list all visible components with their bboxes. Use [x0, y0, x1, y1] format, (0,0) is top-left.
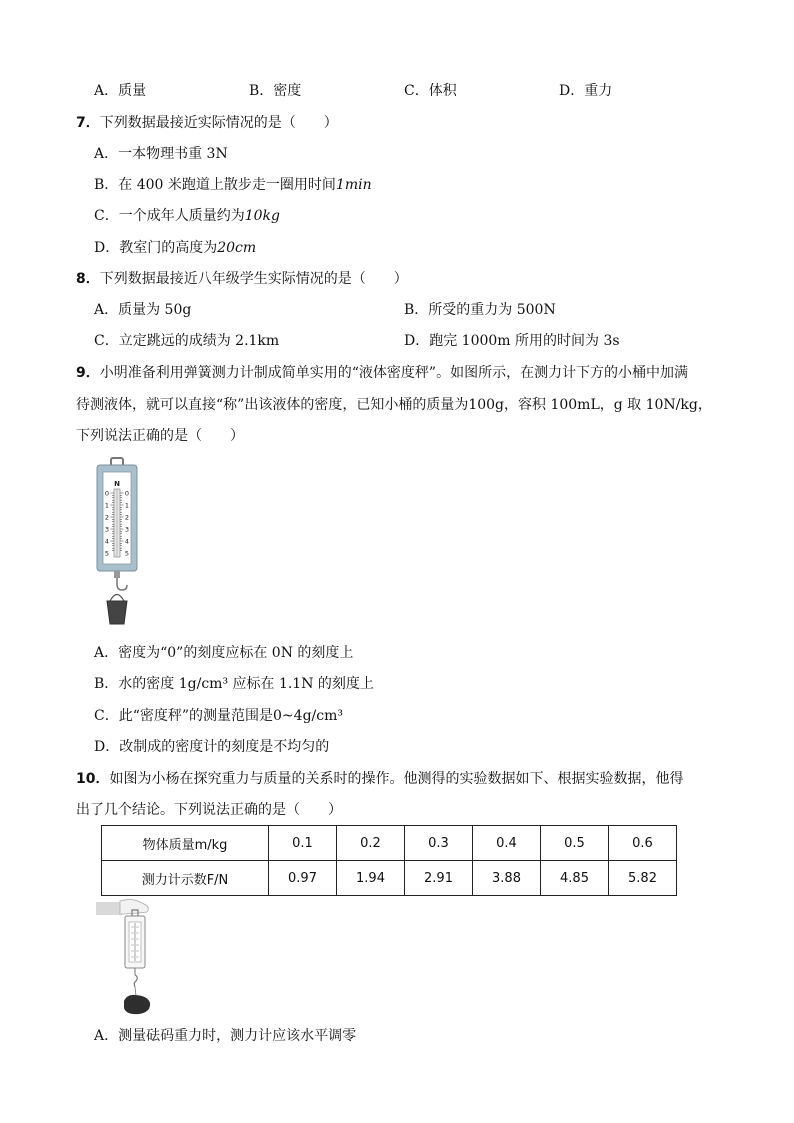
q10-stem-line2: 出了几个结论。下列说法正确的是（ ） — [76, 802, 342, 818]
q10-stem-line1: 10．如图为小杨在探究重力与质量的关系时的操作。他测得的实验数据如下、根据实验数据，他得 — [76, 771, 684, 787]
q10-option-a: A．测量砝码重力时，测力计应该水平调零 — [94, 1028, 357, 1044]
scale-tick-label-right: 4 — [124, 537, 130, 546]
q7-option-b: B．在 400 米跑道上散步走一圈用时间1min — [94, 177, 372, 193]
scale-tick-label-left: 2 — [104, 513, 110, 522]
q6-option-b: B．密度 — [249, 83, 302, 99]
scale-tick-label-left: 4 — [104, 537, 110, 546]
q7-option-d: D．教室门的高度为20cm — [94, 240, 257, 256]
table-header-force: 测力计示数F/N — [102, 861, 269, 896]
q9-option-c: C．此“密度秤”的测量范围是0~4g/cm³ — [94, 708, 343, 724]
q6-option-a: A．质量 — [94, 83, 147, 99]
table-cell: 0.1 — [269, 826, 337, 861]
table-cell: 0.6 — [609, 826, 677, 861]
table-cell: 2.91 — [405, 861, 473, 896]
table-cell: 0.3 — [405, 826, 473, 861]
q10-number: 10． — [76, 771, 110, 787]
scale-tick-label-right: 0 — [124, 489, 130, 498]
q6-option-c: C．体积 — [404, 83, 457, 99]
q8-option-a: A．质量为 50g — [94, 302, 192, 318]
scale-tick-label-right: 2 — [124, 513, 130, 522]
table-row — [102, 826, 677, 861]
table-cell: 0.2 — [337, 826, 405, 861]
table-cell: 0.97 — [269, 861, 337, 896]
q8-option-b: B．所受的重力为 500N — [404, 302, 556, 318]
q7-stem: 7．下列数据最接近实际情况的是（ ） — [76, 115, 338, 131]
table-header-mass: 物体质量m/kg — [102, 826, 269, 861]
table-cell: 3.88 — [473, 861, 541, 896]
table-cell: 0.4 — [473, 826, 541, 861]
scale-tick-label-left: 1 — [104, 501, 110, 510]
q7-number: 7． — [76, 115, 100, 131]
table-cell: 5.82 — [609, 861, 677, 896]
scale-tick-label-left: 5 — [104, 549, 110, 558]
table-cell: 4.85 — [541, 861, 609, 896]
scale-tick-label-right: 1 — [124, 501, 130, 510]
spring-scale-figure — [92, 456, 142, 630]
q8-option-d: D．跑完 1000m 所用的时间为 3s — [404, 333, 620, 349]
q9-option-b: B．水的密度 1g/cm³ 应标在 1.1N 的刻度上 — [94, 676, 374, 692]
table-row — [102, 861, 677, 896]
scale-unit-label: N — [114, 480, 120, 488]
scale-tick-label-right: 3 — [124, 525, 130, 534]
q8-option-c: C．立定跳远的成绩为 2.1km — [94, 333, 280, 349]
table-cell: 1.94 — [337, 861, 405, 896]
hand-spring-scale-figure — [94, 897, 164, 1019]
q7-option-a: A．一本物理书重 3N — [94, 146, 228, 162]
q9-stem-line3: 下列说法正确的是（ ） — [76, 428, 244, 444]
q9-stem-line2: 待测液体，就可以直接“称”出该液体的密度，已知小桶的质量为100g，容积 100mL，g 取 10N/kg， — [76, 397, 712, 413]
q10-data-table — [101, 825, 677, 896]
scale-tick-label-left: 0 — [104, 489, 110, 498]
q9-option-a: A．密度为“0”的刻度应标在 0N 的刻度上 — [94, 645, 354, 661]
q9-stem-line1: 9．小明准备利用弹簧测力计制成简单实用的“液体密度秤”。如图所示，在测力计下方的小桶中加满 — [76, 365, 689, 381]
scale-tick-label-left: 3 — [104, 525, 110, 534]
scale-tick-label-right: 5 — [124, 549, 130, 558]
q9-option-d: D．改制成的密度计的刻度是不均匀的 — [94, 739, 330, 755]
q6-option-d: D．重力 — [559, 83, 613, 99]
q9-number: 9． — [76, 365, 100, 381]
q7-option-c: C．一个成年人质量约为10kg — [94, 208, 280, 224]
q8-stem: 8．下列数据最接近八年级学生实际情况的是（ ） — [76, 271, 408, 287]
table-cell: 0.5 — [541, 826, 609, 861]
q8-number: 8． — [76, 271, 100, 287]
